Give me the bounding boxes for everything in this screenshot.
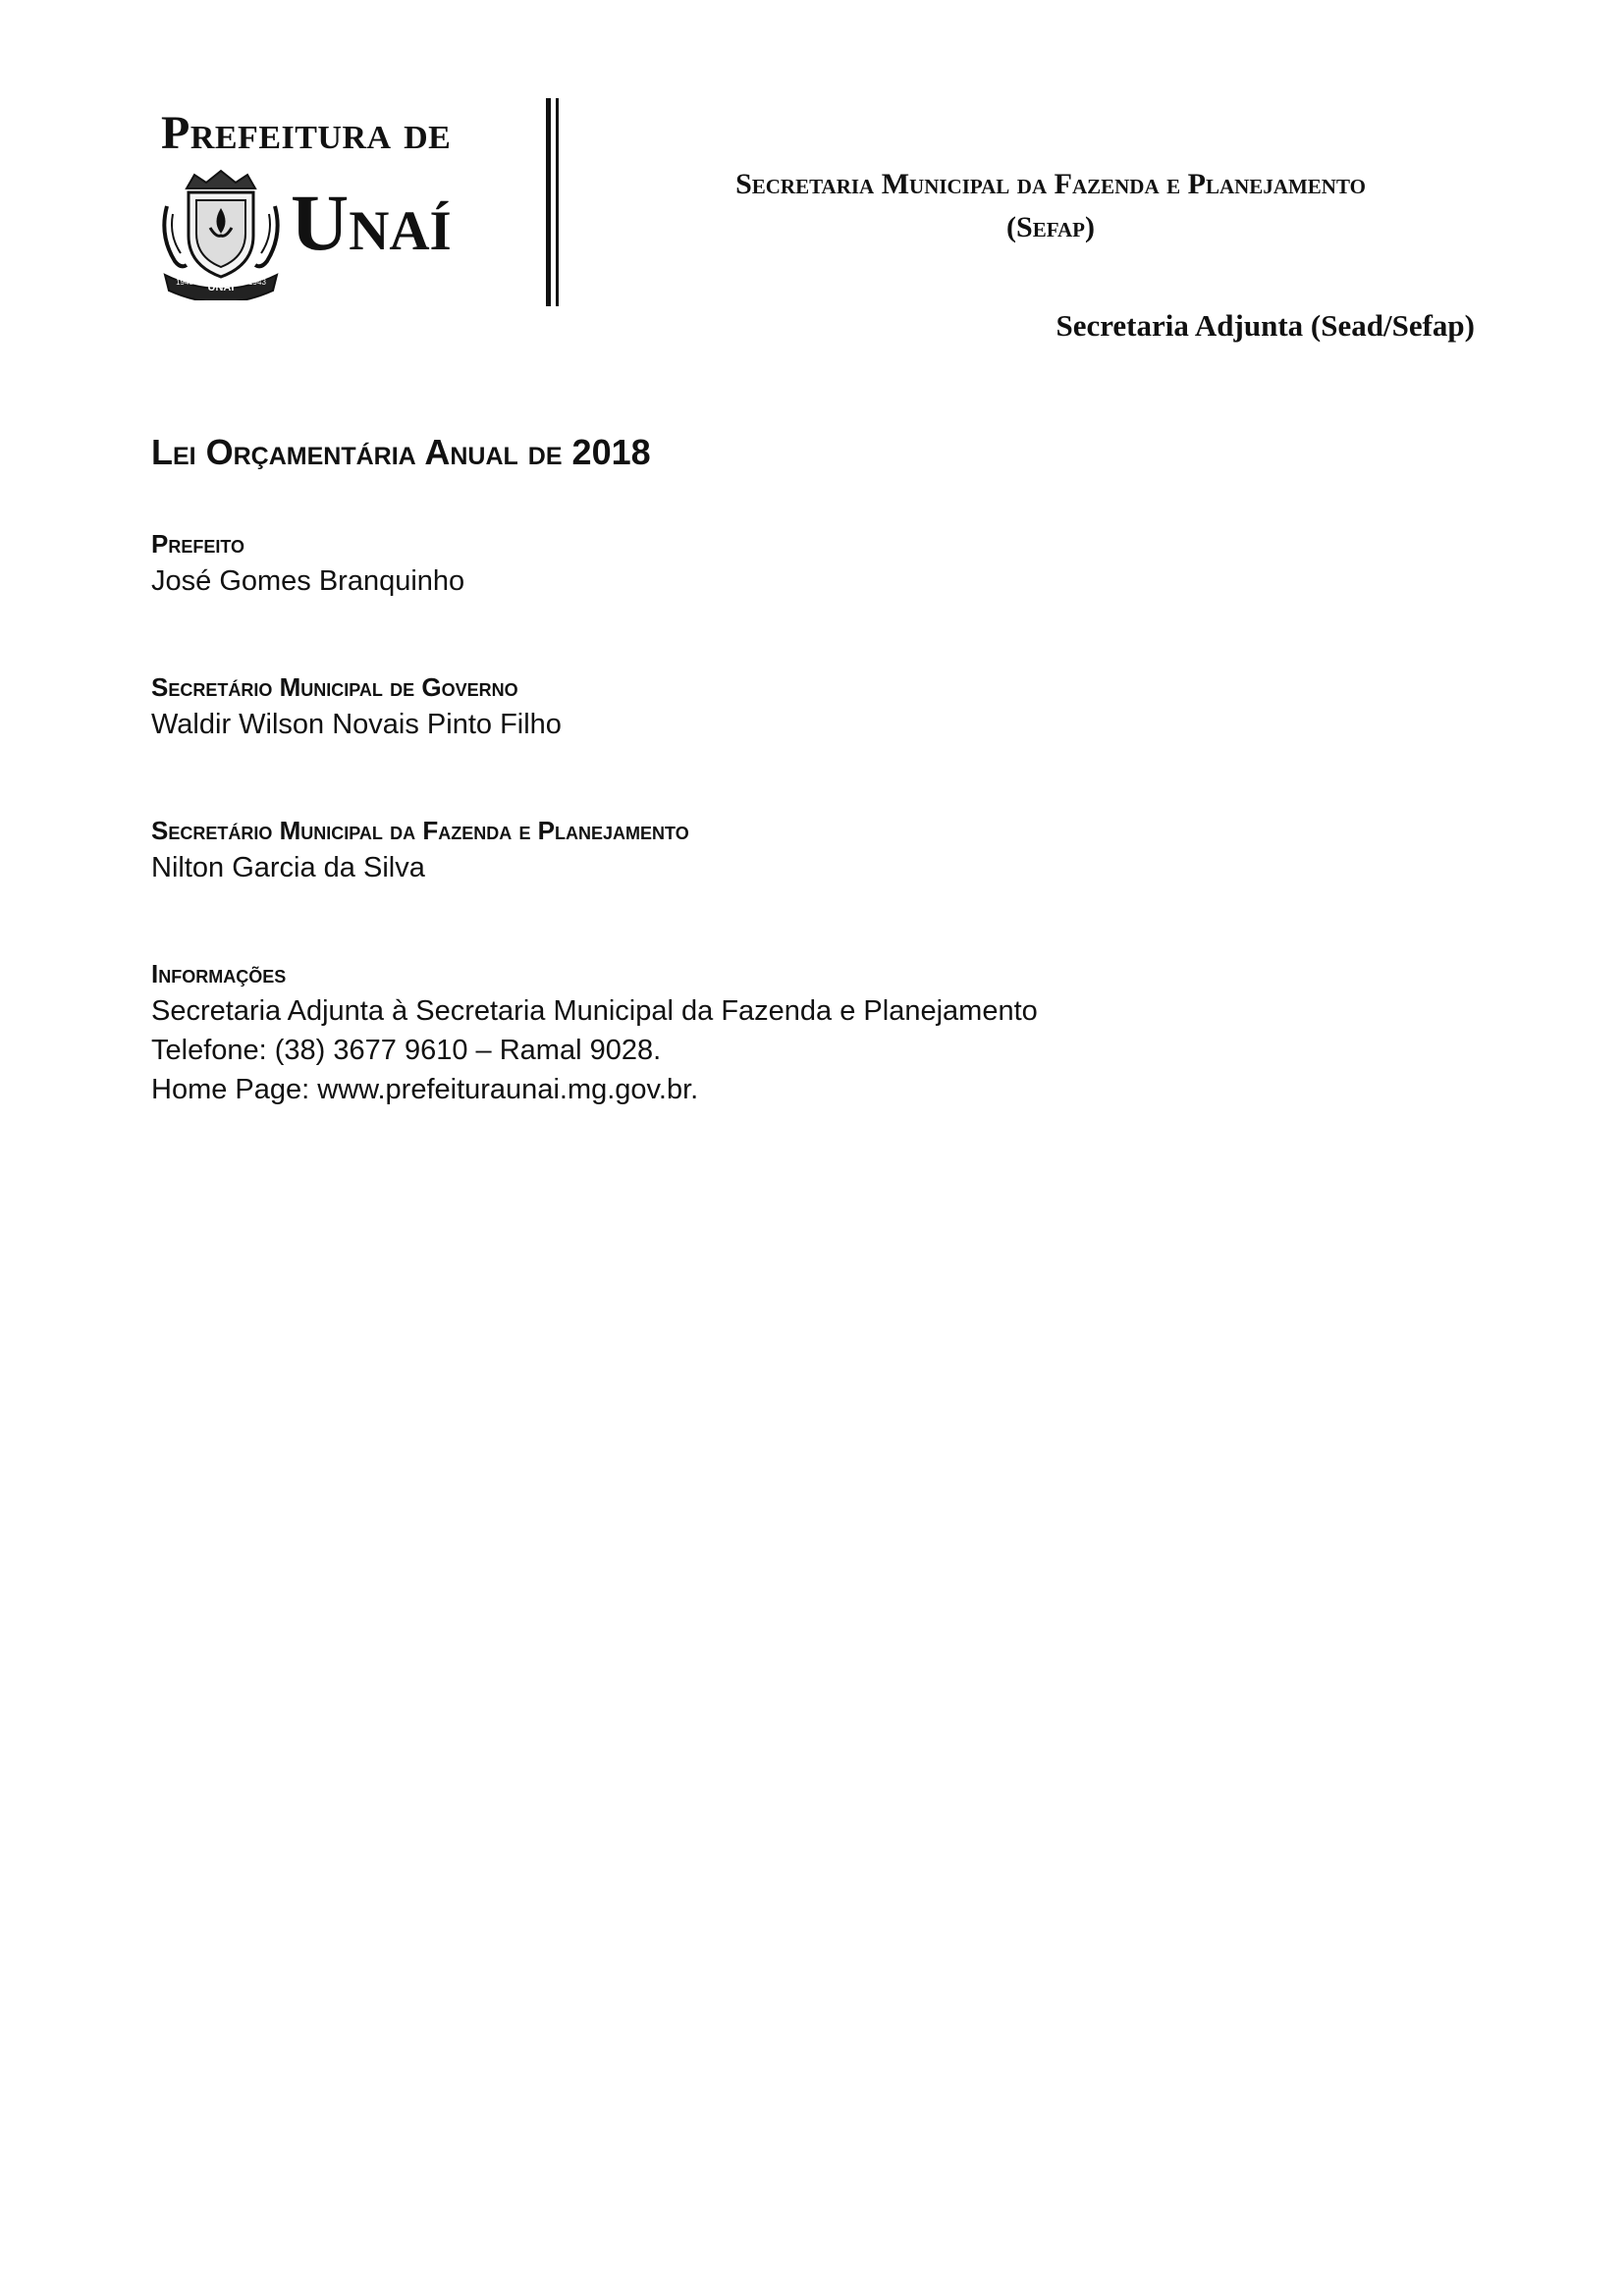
document-title: Lei Orçamentária Anual de 2018	[151, 432, 651, 472]
seal-year-right: 1943	[248, 278, 266, 287]
secretaria-name: Secretaria Municipal da Fazenda e Planejamento	[735, 168, 1366, 200]
info-homepage[interactable]: Home Page: www.prefeituraunai.mg.gov.br.	[151, 1074, 699, 1105]
logo-line2: Unaí	[291, 178, 452, 267]
sub-secretaria: Secretaria Adjunta (Sead/Sefap)	[1056, 308, 1475, 343]
section-informacoes	[151, 956, 1467, 1109]
section-value: Nilton Garcia da Silva	[151, 852, 425, 883]
header-divider-thin	[556, 98, 559, 306]
section-label: Informações	[151, 959, 287, 988]
document-body	[151, 432, 1467, 1178]
section-label: Secretário Municipal de Governo	[151, 672, 518, 702]
section-secretario-fazenda	[151, 813, 1467, 887]
secretaria-abbr: (Sefap)	[1006, 211, 1095, 243]
section-prefeito	[151, 526, 1467, 601]
coat-of-arms-icon	[157, 167, 285, 300]
section-value: José Gomes Branquinho	[151, 565, 465, 597]
header-divider	[546, 98, 551, 306]
seal-year-left: 1943	[176, 278, 193, 287]
info-telefone: Telefone: (38) 3677 9610 – Ramal 9028.	[151, 1035, 662, 1066]
logo-line1: Prefeitura de	[161, 107, 452, 159]
prefeitura-logo	[157, 106, 501, 302]
info-secretaria: Secretaria Adjunta à Secretaria Municipal da Fazenda e Planejamento	[151, 995, 1038, 1027]
section-secretario-governo	[151, 669, 1467, 744]
seal-text: UNAÍ	[207, 282, 235, 294]
section-label: Secretário Municipal da Fazenda e Planejamento	[151, 816, 689, 845]
section-label: Prefeito	[151, 529, 245, 559]
secretaria-header	[609, 163, 1492, 249]
section-value: Waldir Wilson Novais Pinto Filho	[151, 709, 562, 740]
